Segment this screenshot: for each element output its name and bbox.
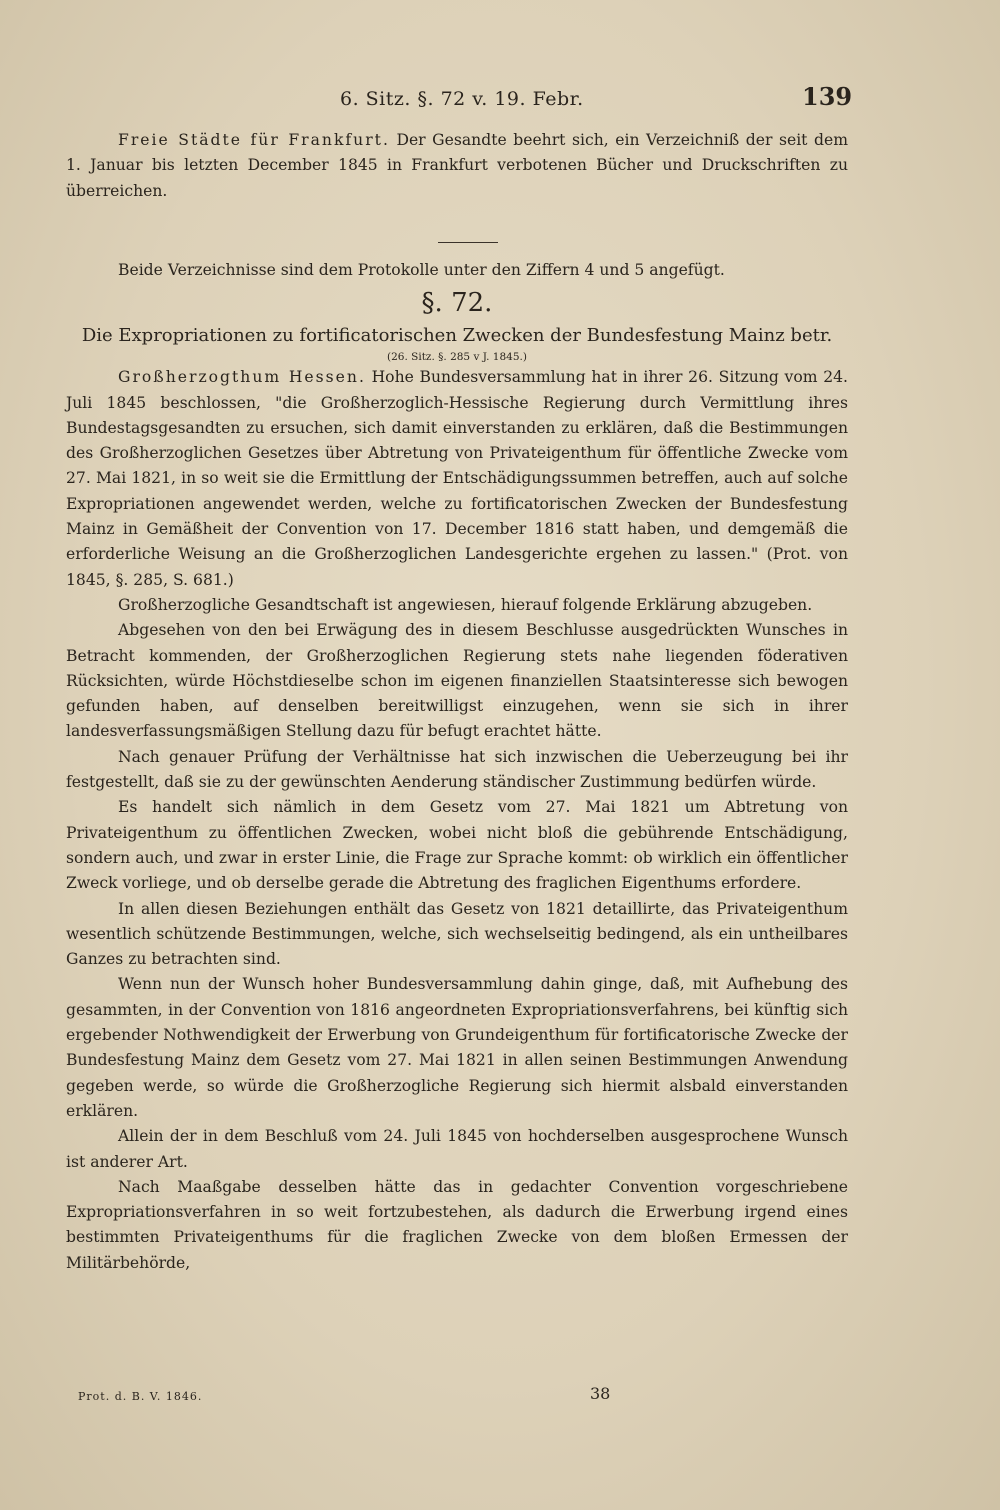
section-number: §. 72.	[421, 288, 493, 319]
para-federal-considerations: Abgesehen von den bei Erwägung des in diesem Beschlusse ausgedrückten Wunsches in Betracht kommenden, der Großherzoglichen Regierung stets nahe liegenden föderativen Rücksichten, würde Höchstdieselbe schon im eigenen finanziellen Staatsinteresse sich bewogen gefunden haben, auf denselben bereitwilligst einzugehen, wenn sie sich in ihrer landesverfassungsmäßigen Stellung dazu für befugt erachtet hätte.	[66, 621, 848, 741]
section-title: Die Expropriationen zu fortificatorischen Zwecken der Bundesfestung Mainz betr.	[81, 325, 833, 347]
para-conviction: Nach genauer Prüfung der Verhältnisse hat sich inzwischen die Ueberzeugung bei ihr festgestellt, daß sie zu der gewünschten Aenderung ständischer Zustimmung bedürfen würde.	[66, 747, 848, 792]
footer-source: Prot. d. B. V. 1846.	[78, 1390, 203, 1403]
para-procedure: Nach Maaßgabe desselben hätte das in gedachter Convention vorgeschriebene Expropriationsverfahren in so weit fortzubestehen, als dadurch die Erwerbung irgend eines bestimmten Privateigenthums für die fraglichen Zwecke von dem bloßen Ermessen der Militärbehörde,	[66, 1177, 848, 1272]
state-heading-hessen: Großherzogthum Hessen.	[118, 368, 366, 387]
state-heading-frankfurt: Freie Städte für Frankfurt.	[118, 131, 390, 149]
para-other-kind: Allein der in dem Beschluß vom 24. Juli 1845 von hochderselben ausgesprochene Wunsch ist anderer Art.	[66, 1127, 848, 1171]
para-annexes: Beide Verzeichnisse sind dem Protokolle unter den Ziffern 4 und 5 angefügt.	[118, 261, 725, 279]
main-body	[66, 258, 848, 1276]
para-frankfurt	[66, 128, 848, 204]
para-law-1821: Es handelt sich nämlich in dem Gesetz vom 27. Mai 1821 um Abtretung von Privateigenthum zu öffentlichen Zwecken, wobei nicht bloß die gebührende Entschädigung, sondern auch, und zwar in erster Linie, die Frage zur Sprache kommt: ob wirklich ein öffentlicher Zweck vorliege, und ob derselbe gerade die Abtretung des fraglichen Eigenthums erfordere.	[66, 798, 848, 893]
running-title: 6. Sitz. §. 72 v. 19. Febr.	[340, 88, 584, 110]
para-frankfurt-text: Der Gesandte beehrt sich, ein Verzeichniß der seit dem 1. Januar bis letzten December 1845 in Frankfurt verbotenen Bücher und Druckschriften zu überreichen.	[66, 131, 848, 200]
page-footer	[0, 1384, 1000, 1414]
para-wish: Wenn nun der Wunsch hoher Bundesversammlung dahin ginge, daß, mit Aufhebung des gesammten, in der Convention von 1816 angeordneten Expropriationsverfahrens, bei künftig sich ergebender Nothwendigkeit der Erwerbung von Grundeigenthum für fortificatorische Zwecke der Bundesfestung Mainz dem Gesetz vom 27. Mai 1821 in allen seinen Bestimmungen Anwendung gegeben werde, so würde die Großherzogliche Regierung sich hiermit alsbald einverstanden erklären.	[66, 975, 848, 1120]
section-reference: (26. Sitz. §. 285 v J. 1845.)	[387, 351, 527, 364]
para-declaration: Großherzogliche Gesandtschaft ist angewiesen, hierauf folgende Erklärung abzugeben.	[118, 595, 813, 614]
page-number: 139	[802, 82, 853, 111]
para-hessen-text: Hohe Bundesversammlung hat in ihrer 26. Sitzung vom 24. Juli 1845 beschlossen, "die Großherzoglich-Hessische Regierung durch Vermittlung ihres Bundestagsgesandten zu ersuchen, sich damit einverstanden zu erklären, daß die Bestimmungen des Großherzoglichen Gesetzes über Abtretung von Privateigenthum für öffentliche Zwecke vom 27. Mai 1821, in so weit sie die Ermittlung der Entschädigungssummen betreffen, auch auf solche Expropriationen angewendet werden, welche zu fortificatorischen Zwecken der Bundesfestung Mainz in Gemäßheit der Convention von 17. December 1816 statt haben, und demgemäß die erforderliche Weisung an die Großherzoglichen Landesgerichte ergehen zu lassen." (Prot. von 1845, §. 285, S. 681.)	[66, 368, 849, 589]
signature-mark: 38	[590, 1384, 611, 1403]
para-provisions: In allen diesen Beziehungen enthält das Gesetz von 1821 detaillirte, das Privateigenthum wesentlich schützende Bestimmungen, welche, sich wechselseitig bedingend, als ein untheilbares Ganzes zu betrachten sind.	[66, 899, 848, 969]
separator-rule	[438, 242, 498, 243]
page-header	[0, 82, 1000, 122]
